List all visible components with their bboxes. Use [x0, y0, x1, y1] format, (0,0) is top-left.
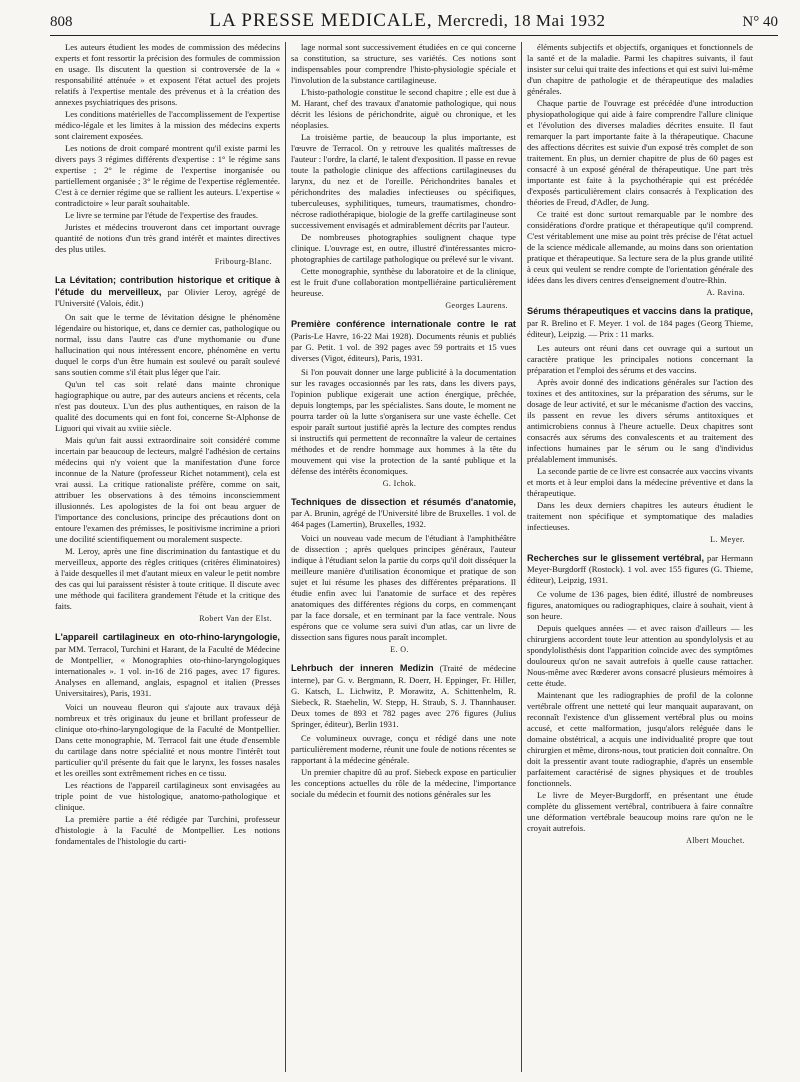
- intro-paragraphs: [55, 42, 280, 255]
- paragraph: Ce volumineux ouvrage, conçu et rédigé dans une note particulièrement moderne, réunit une foule de notions récentes se rapportant à la médecine générale.: [291, 732, 516, 765]
- review-signature: Fribourg-Blanc.: [214, 257, 272, 266]
- review-signature: E. O.: [390, 645, 409, 654]
- paragraph: Ce traité est donc surtout remarquable par le nombre des considérations d'ordre pratique et thérapeutique qu'il comprend. C'est véritablement une mise au point très précise de l'état actuel de la science médicale allemande, au moins dans son orientation pratique et thérapeutique. Sa lecture sera de la plus grande utilité à ceux qui veulent se rendre compte de l'orientation générale des idées dans les divers centres d'enseignement d'outre-Rhin.: [527, 209, 753, 285]
- paragraph: Qu'un tel cas soit relaté dans mainte chronique hagiographique ou autre, par des auteurs anciens et récents, cela n'est pas douteux. L'un des plus authentiques, en raison de la qualité des documents qui en font foi, concerne St-Alphonse de Liguori qui vivait au xviiie siècle.: [55, 379, 280, 433]
- review-heading: [291, 663, 516, 730]
- review-heading: [291, 319, 516, 364]
- paragraph: La seconde partie de ce livre est consacrée aux vaccins vivants et morts et à leur emploi dans la médecine préventive et dans la thérapeutique.: [527, 465, 753, 498]
- review-title: Recherches sur le glissement vertébral,: [527, 552, 705, 563]
- review-heading: [527, 306, 753, 340]
- review-title: La Lévitation; contribution historique et critique à l'étude du merveilleux,: [55, 275, 280, 297]
- paragraph: Les auteurs étudient les modes de commission des médecins experts et font ressortir la précision des formules de commission en usage. Ils discutent la question si controversée de la « responsabilité atténuée » et exposent l'état actuel des projets relatifs à l'expertise mentale des prévenus et à la création des annexes psychiatriques des prisons.: [55, 42, 280, 107]
- paragraph: M. Leroy, après une fine discrimination du fantastique et du merveilleux, apporte des règles critiques (critères éliminatoires) à l'aide desquelles il met d'autant mieux en valeur le petit nombre des cas qui lui paraissent résister à toute critique. Il discute avec une méthode qui facilitera grandement l'étude et la critique des faits.: [55, 546, 280, 611]
- columns: [50, 42, 778, 1072]
- journal-title: LA PRESSE MEDICALE,: [209, 10, 433, 31]
- paragraph: Dans les deux derniers chapitres les auteurs étudient le traitement non spécifique et symptomatique des maladies infectieuses.: [527, 499, 753, 532]
- continued-paragraphs: [291, 42, 516, 299]
- review-heading: [291, 497, 516, 531]
- review-meta: par R. Brelino et F. Meyer. 1 vol. de 184 pages (Georg Thieme, éditeur), Leipzig. — Prix : 11 marks.: [527, 317, 753, 339]
- paragraph: Chaque partie de l'ouvrage est précédée d'une introduction physiopathologique qui aide à faire comprendre l'allure clinique et l'évolution des diverses maladies décrites ensuite. Il faut remarquer la part importante faite à la thérapeutique. Chacune des affections décrites est suivie d'un exposé très complet de son traitement. En plus, un dernier chapitre de plus de 60 pages est consacré à un exposé général de thérapeutique. Une part très importante est faite à la psychothérapie qui est précédée d'exposés particulièrement clairs consacrés à l'explication des théories de Freud, d'Adler, de Jung.: [527, 98, 753, 207]
- page-number: 808: [50, 14, 73, 30]
- paragraph: Un premier chapitre dû au prof. Siebeck expose en particulier les conceptions actuelles du rôle de la médecine, l'importance sociale du médecin et fournit des notions générales sur les: [291, 766, 516, 799]
- paragraph: L'histo-pathologie constitue le second chapitre ; elle est due à M. Harant, chef des travaux d'anatomie pathologique, qui nous décrit les lésions de périchondrite, aiguë ou chronique, et les néoplasies.: [291, 87, 516, 130]
- review-meta: (Traité de médecine interne), par G. v. Bergmann, R. Doerr, H. Eppinger, Fr. Hiller, G. Katsch, L. Lichwitz, P. Morawitz, A. Schittenhelm, R. Siebeck, R. Staehelin, W. Stepp, H. Straub, S. J. Thannhauser. Deux tomes de 893 et 782 pages avec 276 figures (Julius Springer, éditeur), Berlin 1931.: [291, 663, 516, 729]
- review-meta: par Hermann Meyer-Burgdorff (Rostock). 1 vol. avec 155 figures (G. Thieme, éditeur), Leipzig, 1931.: [527, 552, 753, 585]
- paragraph: De nombreuses photographies soulignent chaque type clinique. L'ouvrage est, en outre, illustré d'intéressantes micro-photographies de cartilage pathologique ou prélevé sur le vivant.: [291, 232, 516, 264]
- paragraph: La troisième partie, de beaucoup la plus importante, est l'œuvre de Terracol. On y retrouve les qualités maîtresses de l'auteur : l'ordre, la clarté, le talent d'exposition. Il passe en revue toute la pathologie clinique des affections cartilagineuses du larynx, du nez et de l'oreille. Périchondrites banales et périchondrites des maladies infectieuses ou spécifiques, tuberculeuses, syphilitiques, tumeurs, traumatismes, chondro-nécrose radiothérapique, biologie de la greffe cartilagineuse sont successivement envisagés et admirablement décrits par l'auteur.: [291, 132, 516, 230]
- review-title: Sérums thérapeutiques et vaccins dans la pratique,: [527, 306, 753, 316]
- review-signature: L. Meyer.: [710, 534, 745, 544]
- paragraph: lage normal sont successivement étudiées en ce qui concerne sa constitution, sa structure, ses variétés. Ces notions sont indispensables pour comprendre l'histo-physiologie spéciale et l'involution de la substance cartilagineuse.: [291, 42, 516, 85]
- review-title: Techniques de dissection et résumés d'anatomie,: [291, 496, 516, 507]
- paragraph: Cette monographie, synthèse du laboratoire et de la clinique, est le fruit d'une collaboration montpelliéraine particulièrement heureuse.: [291, 266, 516, 298]
- page-header: [50, 10, 778, 36]
- review-signature: G. Ichok.: [382, 478, 417, 488]
- paragraph: Les conditions matérielles de l'accomplissement de l'expertise médico-légale et les limites à la mission des médecins experts sont clairement exposées.: [55, 109, 280, 141]
- paragraph: Après avoir donné des indications générales sur l'action des toxines et des antitoxines, sur la préparation des sérums, sur le dosage de leur activité, et sur le mécanisme d'action des vaccins, ils passent en revue les divers sérums antitoxiques et antimicrobiens connus à l'heure actuelle. Deux chapitres sont consacrés aux sérums des convalescents et au traitement des infections humaines par le sérum ou le sang d'individus préalablement immunisés.: [527, 376, 753, 464]
- review-title: Lehrbuch der inneren Medizin: [291, 663, 434, 673]
- paragraph: Les notions de droit comparé montrent qu'il existe parmi les divers pays 3 régimes différents d'expertise : 1° le régime sans expertise ; 2° le régime de l'expertise inorganisée ou partiellement organisée ; 3° le régime de l'expertise réglementée. C'est à ce dernier régime que se rallient les auteurs. L'expertise « contradictoire » leur paraît souhaitable.: [55, 143, 280, 208]
- review-signature: A. Ravina.: [706, 288, 745, 297]
- paragraph: Depuis quelques années — et avec raison d'ailleurs — les chirurgiens accordent toute leur attention au spondylolysis et au spondylolisthésis dont l'apparition coïncide avec des symptômes douloureux qu'on ne savait autrefois à quelle cause rattacher. Nous-même avec Rœderer avons consacré plusieurs mémoires à cette étude.: [527, 623, 753, 688]
- paragraph: Maintenant que les radiographies de profil de la colonne vertébrale offrent une netteté qui leur manquait auparavant, on reconnaît l'existence d'un glissement vertébral plus ou moins accusé, et cette malformation, jusqu'alors reléguée dans le domaine obstétrical, a acquis une individualité propre que tout chirurgien et même, dirons-nous, tout praticien doit connaître. On doit la pressentir avant toute radiographie, d'après un ensemble parfaitement caractérisé de signes physiques et de troubles fonctionnels.: [527, 690, 753, 788]
- review-body: [291, 733, 516, 800]
- review-body: [55, 312, 280, 612]
- review-heading: [55, 275, 280, 309]
- paragraph: Ce volume de 136 pages, bien édité, illustré de nombreuses figures, anatomiques ou radiographiques, claire à souhait, vient à son heure.: [527, 589, 753, 621]
- review-heading: [527, 553, 753, 587]
- column-3: [522, 42, 758, 1072]
- paragraph: Le livre de Meyer-Burgdorff, en présentant une étude complète du glissement vertébral, contribuera à faire connaître une déformation vertébrale beaucoup moins rare qu'on ne le croyait autrefois.: [527, 790, 753, 833]
- paragraph: La première partie a été rédigée par Turchini, professeur d'histologie à la Faculté de Montpellier. Les notions fondamentales de l'histologie du carti-: [55, 813, 280, 846]
- column-1: [50, 42, 286, 1072]
- review-meta: par A. Brunin, agrégé de l'Université libre de Bruxelles. 1 vol. de 464 pages (Lamertin), Bruxelles, 1932.: [291, 508, 516, 529]
- paragraph: Mais qu'un fait aussi extraordinaire soit considéré comme incertain par beaucoup de lecteurs, malgré l'adhésion de certains médecins qui n'y voient que la manifestation d'une force inconnue de la Nature (professeur Richet notamment), cela est vrai aussi. La critique rationaliste préfère, comme on sait, attribuer les observations à des témoins inconsciemment illusionnés. Les apologistes de la foi ont beau arguer de l'importance des conclusions, principe des précautions dont on entoure l'examen des prémisses, le positivisme incrimine a priori une docilité scientifiquement ou moralement suspecte.: [55, 435, 280, 544]
- issue-number: N° 40: [742, 14, 778, 30]
- review-signature: Georges Laurens.: [445, 301, 508, 310]
- paragraph: Le livre se termine par l'étude de l'expertise des fraudes.: [65, 210, 259, 220]
- masthead: [209, 10, 605, 32]
- review-body: [527, 343, 753, 533]
- paragraph: éléments subjectifs et objectifs, organiques et fonctionnels de la santé et de la maladie. Parmi les chapitres suivants, il faut insister sur celui qui traite des infections et qui est suivi lui-même d'un chapitre de pathologie et de thérapeutique des maladies générales.: [527, 42, 754, 96]
- paragraph: Les réactions de l'appareil cartilagineux sont envisagées au triple point de vue histologique, anatomo-pathologique et clinique.: [55, 779, 280, 812]
- paragraph: Voici un nouveau fleuron qui s'ajoute aux travaux déjà nombreux et très originaux du jeune et brillant professeur de clinique oto-rhino-laryngologique de la Faculté de Montpellier. Dans cette monographie, M. Terracol fait une étude d'ensemble du cartilage dans notre spécialité et nous montre l'intérêt tout particulier qu'il présente du fait que le larynx, les fosses nasales et les oreilles sont extrêmement riches en ce tissu.: [55, 701, 280, 778]
- column-2: [286, 42, 522, 1072]
- paragraph: Juristes et médecins trouveront dans cet important ouvrage quantité de notions d'un très grand intérêt et maintes directives des plus utiles.: [55, 222, 280, 254]
- review-body: [291, 533, 516, 643]
- paragraph: Les auteurs ont réuni dans cet ouvrage qui a surtout un caractère pratique les principales notions concernant la préparation et l'emploi des sérums et des vaccins.: [527, 342, 753, 375]
- review-signature: Albert Mouchet.: [686, 836, 745, 845]
- review-meta: (Paris-Le Havre, 16-22 Mai 1928). Documents réunis et publiés par G. Petit. 1 vol. de 392 pages avec 59 portraits et 15 vues diverses (Vigot, éditeurs), Paris, 1931.: [291, 330, 516, 363]
- review-title: Première conférence internationale contre le rat: [291, 319, 516, 329]
- paragraph: Voici un nouveau vade mecum de l'étudiant à l'amphithéâtre de dissection ; après quelques principes généraux, l'auteur indique à l'étudiant selon la partie du corps qu'il doit disséquer la meilleure manière d'utilisation économique et pratique de son sujet et lui résume les phases des différentes préparations. Il étudie enfin avec lui l'anatomie de surface et des repères anatomiques des différentes régions du corps, en commençant par la face dorsale, et en terminant par la face ventrale. Nous espérons que ce volume sera suivi d'un atlas, car un livre de dissection sans figures nous paraît incomplet.: [291, 533, 516, 642]
- review-body: [291, 367, 516, 477]
- review-heading: [55, 632, 280, 699]
- review-meta: par MM. Terracol, Turchini et Harant, de la Faculté de Médecine de Montpellier, « Monographies oto-rhino-laryngologiques internationales ». 1 vol. in-16 de 216 pages, avec 17 figures. Analyses en allemand, anglais, espagnol et italien (Presses Universitaires), Paris, 1931.: [55, 643, 280, 698]
- review-meta: par Olivier Leroy, agrégé de l'Université (Valois, édit.): [55, 286, 280, 308]
- review-body: [527, 589, 753, 834]
- issue-date: Mercredi, 18 Mai 1932: [437, 11, 606, 30]
- review-signature: Robert Van der Elst.: [199, 614, 272, 623]
- paragraph: Si l'on pouvait donner une large publicité à la documentation sur les ravages occasionnés par les rats, dans les divers pays, l'opinion publique exigerait une action énergique, prêchée, depuis longtemps, par les spécialistes. Sans doute, le moment ne pourra tarder où la lutte s'organisera sur une vaste échelle. Cet espoir paraît surtout justifié après la lecture des comptes rendus si instructifs qui permettent de reconnaître la valeur de certaines méthodes et de rendre hommage aux hommes à la tête du mouvement qui vise la protection de la santé publique et la défense des intérêts économiques.: [291, 366, 516, 476]
- review-title: L'appareil cartilagineux en oto-rhino-laryngologie,: [55, 632, 280, 642]
- paragraph: On sait que le terme de lévitation désigne le phénomène légendaire ou historique, et, dans ce dernier cas, pathologique ou normal, issu dans l'autre cas d'une mythomanie ou d'une hallucination qui nous intéressent encore, phénomène en vertu duquel le corps d'un être humain est soulevé ou paraît soulevé sans soutien comme s'il était plus léger que l'air.: [55, 312, 280, 377]
- review-body: [55, 702, 280, 847]
- continued-paragraphs: [527, 42, 753, 286]
